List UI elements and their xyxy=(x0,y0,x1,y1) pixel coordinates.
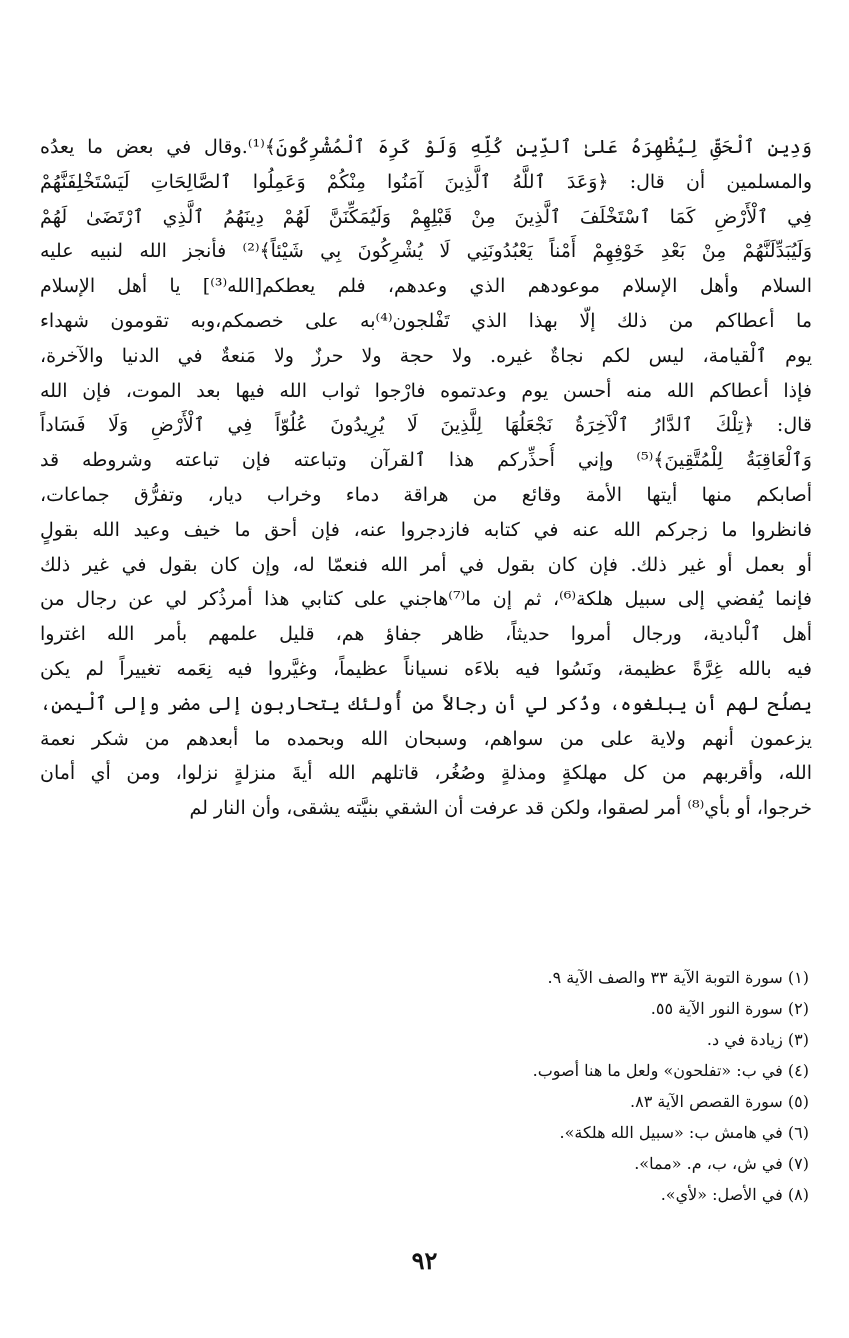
footnote: (٣) زيادة في د. xyxy=(706,1030,809,1049)
text-line: فِي ٱلْأَرْضِ كَمَا ٱسْتَخْلَفَ ٱلَّذِينَ مِنْ قَبْلِهِمْ وَلَيُمَكِّنَنَّ لَهُمْ دِينَهُمُ ٱلَّذِي ٱرْتَضَىٰ لَهُمْ xyxy=(40,205,812,228)
text-line: خرجوا، أو بأي⁽⁸⁾ أمر لصقوا، ولكن قد عرفت أن الشقي بنيَّته يشقى، وأن النار لم xyxy=(189,797,812,820)
text-line: وَلَيُبَدِّلَنَّهُمْ مِنْ بَعْدِ خَوْفِهِمْ أَمْناً يَعْبُدُونَنِي لَا يُشْرِكُونَ بِي شَيْئاً﴾⁽²⁾ فأنجز الله لنبيه عليه xyxy=(40,240,812,263)
text-line: أصابكم منها أيتها الأمة وقائع من هراقة دماء وخراب ديار، وتفرُّق جماعات، xyxy=(40,483,812,506)
text-line: فانظروا ما زجركم الله عنه في كتابه فازدجروا عنه، فإن أحق ما خيف وعيد الله بقولٍ xyxy=(40,518,812,541)
footnote: (٤) في ب: «تفلحون» ولعل ما هنا أصوب. xyxy=(532,1061,809,1080)
text-line: فيه بالله غِرَّةً عظيمة، ونَسُوا فيه بلاءَه نسياناً عظيماً، وغيَّروا فيه نِعَمه تغييراً لم يكن xyxy=(40,657,812,680)
footnote: (٦) في هامش ب: «سبيل الله هلكة». xyxy=(559,1123,809,1142)
text-line: أو بعمل أو غير ذلك. فإن كان بقول في أمر الله فنعمّا له، وإن كان بقول في غير ذلك xyxy=(40,553,812,576)
text-line: وَدِينِ ٱلْحَقِّ لِيُظْهِرَهُ عَلىٰ ٱلدِّينِ كُلِّهِ وَلَوْ كَرِهَ ٱلْمُشْرِكُونَ﴾⁽¹⁾.وقال في بعض ما يعدُه xyxy=(40,136,812,158)
text-line: يزعمون أنهم ولاية على من سواهم، وسبحان الله وبحمده ما أبعدهم من شكر نعمة xyxy=(40,727,812,750)
text-line: السلام وأهل الإسلام موعودهم الذي وعدهم، فلم يعطكم[الله⁽³⁾] يا أهل الإسلام xyxy=(40,275,812,298)
text-line: الله، وأقربهم من كل مهلكةٍ ومذلةٍ وصُغُر، قاتلهم الله أيةَ منزلةٍ نزلوا، ومن أي أمان xyxy=(40,762,812,785)
footnote: (٥) سورة القصص الآية ٨٣. xyxy=(630,1092,809,1111)
text-line: يوم ٱلْقيامة، ليس لكم نجاةٌ غيره. ولا حجة ولا حرزٌ ولا مَنعةٌ في الدنيا والآخرة، xyxy=(40,344,812,367)
text-line: ما أعطاكم من ذلك إلّا بهذا الذي تَفْلجون⁽⁴⁾به على خصمكم،وبه تقومون شهداء xyxy=(40,309,812,332)
text-line: فإنما يُفضي إلى سبيل هلكة⁽⁶⁾، ثم إن ما⁽⁷⁾هاجني على كتابي هذا أمرذُكر لي عن رجال من xyxy=(40,588,812,611)
text-line: وَٱلْعَاقِبَةُ لِلْمُتَّقِينَ﴾⁽⁵⁾ وإني أُحذِّركم هذا ٱلقرآن وتباعته فإن تباعته وشروطه قد xyxy=(40,449,812,472)
page-number: ٩٢ xyxy=(411,1246,438,1275)
text-line: أهل ٱلْبادية، ورجال أمروا حديثاً، ظاهر جفاؤ هم، قليل علمهم بأمر الله اغتروا xyxy=(40,623,812,646)
footnote: (٨) في الأصل: «لأي». xyxy=(660,1185,809,1204)
footnote: (٧) في ش، ب، م. «مما». xyxy=(634,1154,809,1173)
footnote-separator xyxy=(40,948,812,949)
footnotes-list xyxy=(209,962,809,1210)
footnote: (١) سورة التوبة الآية ٣٣ والصف الآية ٩. xyxy=(547,968,809,987)
text-line: يصلُح لهم أن يبلغوه، وذُكر لي أن رجالاً من أُولئك يتحاربون إلى مضر وإلى ٱلْيمن، xyxy=(40,692,812,715)
main-text xyxy=(40,130,812,826)
text-line: فإذا أعطاكم الله منه أحسن يوم وعدتموه فارْجوا ثواب الله فيها بعد الموت، فإن الله xyxy=(40,379,812,402)
text-line: قال: ﴿تِلْكَ ٱلدَّارُ ٱلْآخِرَةُ نَجْعَلُهَا لِلَّذِينَ لَا يُرِيدُونَ عُلُوّاً فِي ٱلْأَرْضِ وَلَا فَسَاداً xyxy=(40,414,812,437)
footnote: (٢) سورة النور الآية ٥٥. xyxy=(650,999,809,1018)
text-line: والمسلمين أن قال: ﴿وَعَدَ ٱللَّهُ ٱلَّذِينَ آمَنُوا مِنْكُمْ وَعَمِلُوا ٱلصَّالِحَاتِ لَيَسْتَخْلِفَنَّهُمْ xyxy=(40,170,812,193)
